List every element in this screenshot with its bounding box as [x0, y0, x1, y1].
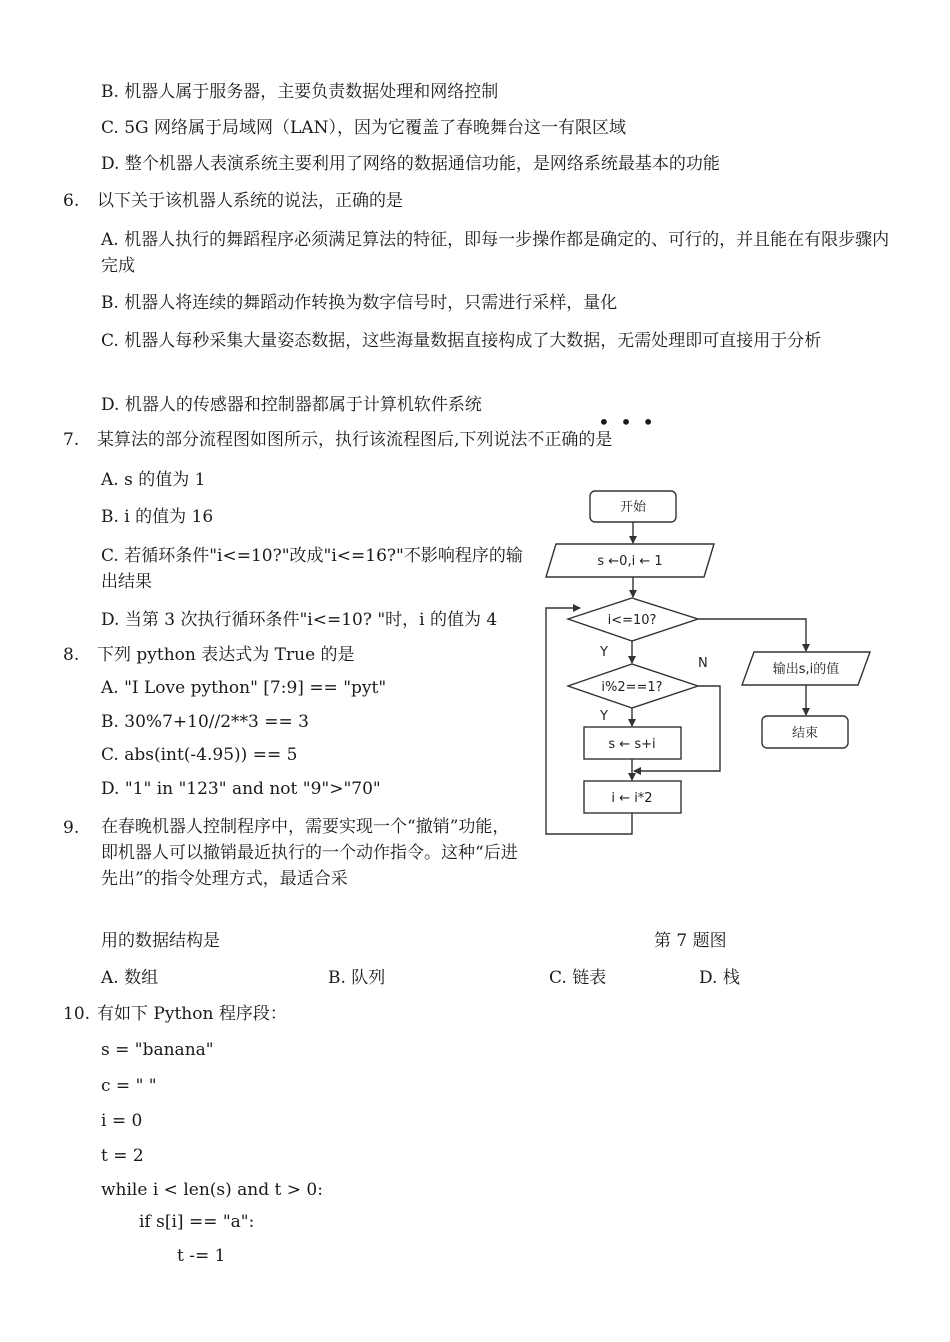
q6-option-c: C. 机器人每秒采集大量姿态数据，这些海量数据直接构成了大数据，无需处理即可直接用于分析 — [101, 331, 822, 351]
q9-option-c: C. 链表 — [549, 968, 607, 988]
q9-stem: 在春晚机器人控制程序中，需要实现一个“撤销”功能， 即机器人可以撤销最近执行的一个动作指令。这种“后进先出”的指令处理方式，最适合采 — [101, 817, 518, 889]
flow-cond2-label: i%2==1? — [601, 680, 663, 695]
q7-option-b: B. i 的值为 16 — [101, 507, 214, 527]
q9-option-b: B. 队列 — [328, 968, 386, 988]
q7-flowchart — [540, 484, 880, 844]
flow-output-label: 输出s,i的值 — [772, 662, 840, 677]
q10-number: 10. — [63, 1004, 91, 1024]
q8-option-b: B. 30%7+10//2**3 == 3 — [101, 712, 309, 732]
q8-option-d: D. "1" in "123" and not "9">"70" — [101, 779, 381, 799]
flow-end-label: 结束 — [791, 726, 819, 741]
q5-option-c: C. 5G 网络属于局域网（LAN），因为它覆盖了春晚舞台这一有限区域 — [101, 118, 626, 138]
q7-option-d: D. 当第 3 次执行循环条件"i<=10? "时，i 的值为 4 — [101, 610, 498, 630]
q9-option-a: A. 数组 — [101, 968, 159, 988]
flow-mul-label: i ← i*2 — [611, 791, 653, 806]
q5-option-b: B. 机器人属于服务器，主要负责数据处理和网络控制 — [101, 82, 499, 102]
q9-stem-continued: 用的数据结构是 — [101, 931, 220, 951]
q7-number: 7. — [63, 430, 80, 450]
q8-option-c: C. abs(int(-4.95)) == 5 — [101, 745, 298, 765]
flow-no-label: N — [698, 656, 708, 671]
q7-stem: 某算法的部分流程图如图所示，执行该流程图后,下列说法不正确的是 — [97, 430, 613, 450]
code-line: t -= 1 — [177, 1246, 226, 1266]
code-line: if s[i] == "a": — [139, 1212, 255, 1232]
q10-stem: 有如下 Python 程序段： — [97, 1004, 287, 1024]
q7-option-a: A. s 的值为 1 — [101, 470, 206, 490]
q5-option-d: D. 整个机器人表演系统主要利用了网络的数据通信功能，是网络系统最基本的功能 — [101, 154, 720, 174]
q9-number: 9. — [63, 818, 80, 838]
code-line: t = 2 — [101, 1146, 144, 1166]
code-line: while i < len(s) and t > 0: — [101, 1180, 323, 1200]
code-line: i = 0 — [101, 1111, 143, 1131]
q6-stem: 以下关于该机器人系统的说法，正确的是 — [97, 191, 403, 211]
flow-yes1-label: Y — [600, 645, 608, 660]
q8-stem: 下列 python 表达式为 True 的是 — [97, 645, 355, 665]
code-line: s = "banana" — [101, 1040, 214, 1060]
flow-start-label: 开始 — [619, 500, 647, 515]
q6-option-a: A. 机器人执行的舞蹈程序必须满足算法的特征，即每一步操作都是确定的、可行的，并且能在有限步骤内完成 — [101, 230, 890, 276]
q9-option-d: D. 栈 — [699, 968, 740, 988]
q6-option-b: B. 机器人将连续的舞蹈动作转换为数字信号时，只需进行采样，量化 — [101, 293, 618, 313]
flow-cond1-label: i<=10? — [607, 613, 657, 628]
q7-figure-caption: 第 7 题图 — [654, 931, 727, 951]
q8-option-a: A. "I Love python" [7:9] == "pyt" — [101, 678, 387, 698]
q8-number: 8. — [63, 645, 80, 665]
q6-option-d: D. 机器人的传感器和控制器都属于计算机软件系统 — [101, 395, 482, 415]
flow-init-label: s ←0,i ← 1 — [597, 554, 663, 569]
code-line: c = " " — [101, 1076, 157, 1096]
flow-yes2-label: Y — [600, 709, 608, 724]
flow-add-label: s ← s+i — [608, 737, 656, 752]
q7-option-c: C. 若循环条件"i<=10?"改成"i<=16?"不影响程序的输出结果 — [101, 546, 523, 592]
q6-number: 6. — [63, 191, 80, 211]
q7-emphasis-dots: • • • — [598, 410, 657, 434]
